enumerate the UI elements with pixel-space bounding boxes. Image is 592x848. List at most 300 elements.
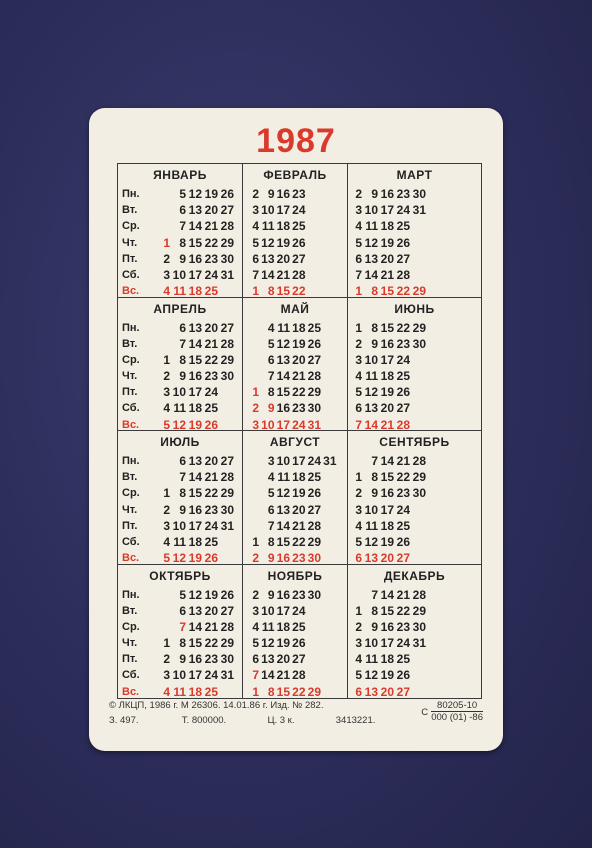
month-days (118, 453, 242, 566)
day-cell (158, 619, 170, 635)
calendar-card (89, 108, 503, 751)
day-cell: 21 (204, 336, 218, 351)
day-cell: 9 (267, 587, 275, 602)
day-cell: 17 (188, 267, 202, 282)
week-row (118, 186, 242, 202)
day-cell: 8 (179, 636, 186, 651)
day-cell (410, 352, 426, 368)
day-cell: 21 (396, 587, 410, 602)
day-cell: 17 (380, 203, 394, 218)
day-cell (218, 684, 234, 700)
day-cell: 11 (173, 684, 186, 699)
day-cell: 24 (204, 668, 218, 683)
day-cell: 30 (412, 619, 426, 634)
day-cell: 8 (371, 284, 378, 299)
day-cell: 6 (267, 352, 275, 367)
weekday-label: Чт. (122, 370, 138, 383)
month-block (348, 298, 481, 432)
day-cell: 28 (307, 518, 321, 533)
day-cell: 25 (396, 518, 410, 533)
day-cell: 20 (380, 551, 394, 566)
day-cell: 5 (355, 385, 362, 400)
day-cell: 30 (307, 401, 321, 416)
day-cell: 24 (204, 267, 218, 282)
weekday-label: Сб. (122, 402, 140, 415)
day-cell: 26 (396, 235, 410, 250)
week-row (243, 202, 347, 218)
imprint-text: © ЛКЦП, 1986 г. М 26306. 14.01.86 г. Изд. № 282. (109, 700, 324, 711)
day-cell: 7 (179, 470, 186, 485)
day-cell: 14 (380, 454, 394, 468)
week-row (348, 267, 481, 283)
week-row (243, 667, 347, 683)
week-row (348, 651, 481, 667)
day-cell (321, 485, 337, 501)
day-cell: 11 (173, 534, 186, 549)
week-row (348, 336, 481, 352)
day-cell: 26 (307, 336, 321, 351)
day-cell: 4 (252, 619, 259, 634)
week-row (243, 485, 347, 501)
day-cell: 11 (173, 401, 186, 416)
day-cell: 11 (277, 320, 290, 335)
week-row (243, 251, 347, 267)
weekday-label: Пн. (122, 321, 140, 334)
day-cell: 2 (355, 619, 362, 634)
month-days (243, 320, 347, 433)
day-cell: 26 (220, 187, 234, 201)
day-cell: 26 (220, 587, 234, 602)
day-cell: 13 (188, 454, 202, 468)
week-row (243, 619, 347, 635)
day-cell: 25 (307, 320, 321, 335)
weekday-label: Ср. (122, 620, 140, 633)
day-cell (306, 619, 322, 635)
day-cell (410, 218, 426, 234)
week-row (118, 635, 242, 651)
week-row (118, 320, 242, 336)
day-cell: 2 (163, 369, 170, 384)
day-cell: 16 (188, 369, 202, 384)
day-cell: 7 (267, 369, 275, 384)
day-cell: 1 (163, 486, 170, 501)
day-cell: 11 (261, 219, 275, 234)
day-cell: 22 (396, 320, 410, 335)
month-name: МАРТ (396, 168, 433, 182)
day-cell: 3 (252, 203, 259, 218)
day-cell: 14 (261, 668, 275, 683)
day-cell: 3 (355, 636, 362, 651)
day-cell (410, 667, 426, 683)
day-cell: 26 (204, 417, 218, 432)
day-cell: 13 (188, 203, 202, 218)
day-cell: 11 (365, 518, 378, 533)
day-cell: 10 (172, 385, 186, 400)
day-cell: 2 (163, 502, 170, 517)
week-row (243, 352, 347, 368)
day-cell: 7 (179, 219, 186, 234)
month-name: ИЮЛЬ (160, 435, 200, 449)
week-row (243, 400, 347, 416)
day-cell: 2 (355, 336, 362, 351)
weekday-label: Сб. (122, 535, 140, 548)
week-row (243, 635, 347, 651)
day-cell: 14 (188, 619, 202, 634)
day-cell: 7 (267, 518, 275, 533)
weekday-label: Вс. (122, 685, 140, 698)
month-block (348, 565, 481, 699)
day-cell: 28 (292, 668, 306, 683)
day-cell: 16 (276, 551, 290, 566)
day-cell: 22 (204, 352, 218, 367)
day-cell: 19 (276, 636, 290, 651)
day-cell: 19 (380, 235, 394, 250)
day-cell (350, 453, 362, 469)
day-cell: 29 (220, 235, 234, 250)
day-cell: 14 (364, 267, 378, 282)
day-cell: 28 (412, 454, 426, 468)
month-block (118, 164, 243, 298)
day-cell: 5 (179, 587, 186, 602)
weekday-label: Вт. (122, 204, 138, 217)
day-cell: 15 (188, 486, 202, 501)
day-cell: 20 (276, 652, 290, 667)
day-cell: 6 (355, 401, 362, 416)
weekday-label: Пт. (122, 252, 138, 265)
day-cell: 28 (396, 417, 410, 432)
day-cell: 8 (267, 534, 275, 549)
week-row (243, 218, 347, 234)
weekday-label: Чт. (122, 637, 138, 650)
week-row (348, 251, 481, 267)
week-row (118, 352, 242, 368)
day-cell: 7 (355, 267, 362, 282)
day-cell: 9 (371, 336, 378, 351)
day-cell: 26 (307, 486, 321, 501)
day-cell: 4 (355, 518, 362, 533)
day-cell: 11 (365, 369, 378, 384)
day-cell: 20 (292, 502, 306, 517)
day-cell: 16 (188, 502, 202, 517)
week-row (243, 502, 347, 518)
day-cell: 20 (204, 320, 218, 335)
day-cell: 9 (267, 551, 275, 566)
day-cell: 17 (380, 502, 394, 517)
day-cell: 27 (292, 652, 306, 667)
day-cell: 23 (204, 369, 218, 384)
day-cell: 7 (371, 454, 378, 468)
day-cell: 31 (323, 454, 337, 468)
day-cell: 15 (188, 352, 202, 367)
day-cell: 9 (179, 369, 186, 384)
week-row (348, 320, 481, 336)
day-cell: 18 (188, 684, 202, 699)
day-cell: 5 (355, 668, 362, 683)
week-row (118, 603, 242, 619)
week-row (118, 667, 242, 683)
day-cell: 10 (261, 203, 275, 218)
day-cell: 27 (220, 603, 234, 618)
imprint-order: З. 497. (109, 715, 139, 726)
day-cell: 1 (252, 684, 259, 699)
day-cell: 10 (364, 502, 378, 517)
day-cell: 19 (188, 551, 202, 566)
day-cell: 21 (396, 454, 410, 468)
day-cell: 13 (188, 603, 202, 618)
month-name: ЯНВАРЬ (153, 168, 207, 182)
day-cell: 3 (163, 518, 170, 533)
day-cell: 16 (380, 336, 394, 351)
weekday-label: Ср. (122, 220, 140, 233)
day-cell: 15 (188, 636, 202, 651)
day-cell: 25 (204, 401, 218, 416)
day-cell: 4 (163, 401, 170, 416)
week-row (348, 587, 481, 603)
day-cell (410, 400, 426, 416)
day-cell: 16 (380, 187, 394, 201)
weekday-label: Вс. (122, 418, 140, 431)
day-cell: 20 (292, 352, 306, 367)
month-days (348, 453, 481, 566)
day-cell: 27 (396, 684, 410, 699)
week-row (243, 587, 347, 603)
week-row (118, 453, 242, 469)
day-cell: 3 (163, 385, 170, 400)
day-cell: 6 (179, 454, 186, 468)
day-cell (158, 320, 170, 336)
week-row (348, 453, 481, 469)
day-cell: 17 (188, 385, 202, 400)
month-name: ИЮНЬ (394, 301, 435, 316)
day-cell: 4 (163, 534, 170, 549)
month-block (243, 298, 348, 432)
day-cell: 18 (380, 369, 394, 384)
day-cell: 28 (220, 619, 234, 634)
day-cell: 4 (267, 320, 275, 335)
day-cell: 30 (412, 486, 426, 501)
day-cell: 11 (365, 652, 378, 667)
day-cell: 26 (396, 385, 410, 400)
week-row (118, 684, 242, 700)
month-days (348, 186, 481, 299)
day-cell: 5 (252, 636, 259, 651)
day-cell: 8 (179, 486, 186, 501)
calendar-year: 1987 (256, 122, 336, 160)
day-cell: 22 (396, 470, 410, 485)
week-row (118, 251, 242, 267)
day-cell: 8 (371, 603, 378, 618)
day-cell: 21 (204, 219, 218, 234)
day-cell: 26 (292, 235, 306, 250)
day-cell: 17 (188, 668, 202, 683)
day-cell: 18 (380, 219, 394, 234)
day-cell: 23 (204, 652, 218, 667)
day-cell: 12 (188, 187, 202, 201)
day-cell: 26 (396, 668, 410, 683)
day-cell: 30 (307, 587, 321, 602)
day-cell: 14 (188, 219, 202, 234)
day-cell (410, 368, 426, 384)
day-cell: 19 (380, 668, 394, 683)
month-name: ФЕВРАЛЬ (263, 168, 327, 182)
weekday-label: Пт. (122, 386, 138, 399)
day-cell (247, 502, 259, 518)
day-cell: 20 (204, 454, 218, 468)
day-cell: 23 (396, 619, 410, 634)
day-cell: 6 (355, 551, 362, 566)
day-cell: 8 (179, 352, 186, 367)
day-cell: 5 (252, 235, 259, 250)
day-cell: 30 (412, 336, 426, 351)
week-row (118, 619, 242, 635)
day-cell: 15 (276, 385, 290, 400)
fraction-prefix: С (421, 707, 429, 718)
day-cell: 8 (179, 235, 186, 250)
day-cell (247, 368, 259, 384)
month-name: ДЕКАБРЬ (383, 568, 446, 583)
day-cell: 17 (188, 518, 202, 533)
day-cell: 7 (252, 668, 259, 683)
day-cell: 1 (252, 534, 259, 549)
week-row (243, 603, 347, 619)
day-cell: 21 (380, 267, 394, 282)
day-cell (158, 186, 170, 202)
month-block (243, 565, 348, 699)
weekday-label: Вт. (122, 604, 138, 617)
day-cell: 4 (267, 470, 275, 485)
week-row (348, 485, 481, 501)
day-cell: 14 (188, 470, 202, 485)
day-cell: 10 (172, 518, 186, 533)
day-cell: 22 (292, 534, 306, 549)
day-cell: 4 (163, 284, 170, 299)
day-cell: 21 (276, 267, 290, 282)
day-cell: 31 (220, 668, 234, 683)
months-grid (117, 163, 482, 699)
day-cell: 5 (179, 187, 186, 201)
day-cell: 10 (172, 668, 186, 683)
day-cell: 19 (188, 417, 202, 432)
weekday-label: Пт. (122, 519, 138, 532)
month-days (243, 587, 347, 700)
day-cell: 2 (163, 251, 170, 266)
day-cell: 6 (179, 203, 186, 218)
day-cell (321, 502, 337, 518)
week-row (348, 186, 481, 202)
day-cell (321, 534, 337, 550)
day-cell: 13 (261, 251, 275, 266)
week-row (118, 235, 242, 251)
day-cell: 10 (364, 636, 378, 651)
day-cell: 31 (412, 636, 426, 651)
day-cell: 24 (204, 518, 218, 533)
day-cell: 6 (252, 652, 259, 667)
day-cell: 21 (292, 518, 306, 533)
week-row (348, 684, 481, 700)
day-cell: 1 (355, 603, 362, 618)
day-cell: 13 (276, 352, 290, 367)
day-cell: 15 (380, 320, 394, 335)
day-cell: 17 (276, 203, 290, 218)
day-cell: 20 (380, 684, 394, 699)
week-row (118, 534, 242, 550)
day-cell: 9 (267, 401, 275, 416)
day-cell: 29 (412, 284, 426, 299)
fraction-denominator: 000 (01) -86 (431, 712, 483, 723)
day-cell: 22 (204, 486, 218, 501)
day-cell: 25 (204, 684, 218, 699)
day-cell: 25 (396, 369, 410, 384)
day-cell: 5 (267, 486, 275, 501)
month-block (118, 565, 243, 699)
day-cell: 31 (307, 417, 321, 432)
imprint-code: 3413221. (335, 715, 376, 726)
day-cell: 12 (276, 336, 290, 351)
day-cell: 3 (355, 352, 362, 367)
day-cell: 12 (172, 551, 186, 566)
week-row (348, 667, 481, 683)
day-cell: 2 (252, 551, 259, 566)
day-cell: 21 (292, 369, 306, 384)
month-block (348, 431, 481, 565)
day-cell: 17 (276, 417, 290, 432)
day-cell: 14 (364, 417, 378, 432)
day-cell: 20 (380, 251, 394, 266)
week-row (348, 518, 481, 534)
day-cell: 13 (364, 401, 378, 416)
day-cell: 5 (267, 336, 275, 351)
day-cell: 9 (371, 486, 378, 501)
day-cell: 6 (179, 603, 186, 618)
day-cell: 24 (396, 203, 410, 218)
day-cell: 23 (292, 401, 306, 416)
week-row (243, 469, 347, 485)
day-cell: 26 (396, 534, 410, 549)
month-block (118, 431, 243, 565)
day-cell: 1 (163, 636, 170, 651)
day-cell: 5 (163, 417, 170, 432)
day-cell: 12 (188, 587, 202, 602)
day-cell: 15 (380, 470, 394, 485)
day-cell (247, 485, 259, 501)
day-cell: 27 (220, 454, 234, 468)
week-row (118, 502, 242, 518)
day-cell: 13 (276, 502, 290, 517)
day-cell: 3 (252, 417, 259, 432)
month-block (243, 164, 348, 298)
day-cell: 7 (179, 336, 186, 351)
day-cell: 27 (307, 352, 321, 367)
weekday-label: Вс. (122, 552, 140, 565)
day-cell: 5 (163, 551, 170, 566)
day-cell: 29 (220, 636, 234, 651)
day-cell: 22 (396, 603, 410, 618)
day-cell: 12 (276, 486, 290, 501)
week-row (348, 400, 481, 416)
day-cell: 4 (355, 219, 362, 234)
week-row (118, 587, 242, 603)
month-days (118, 186, 242, 299)
month-name: СЕНТЯБРЬ (379, 435, 450, 449)
day-cell: 18 (380, 518, 394, 533)
day-cell: 4 (252, 219, 259, 234)
day-cell: 12 (261, 636, 275, 651)
day-cell: 27 (307, 502, 321, 517)
day-cell: 30 (220, 369, 234, 384)
month-name: НОЯБРЬ (267, 568, 323, 583)
day-cell: 19 (204, 187, 218, 201)
day-cell (247, 518, 259, 534)
